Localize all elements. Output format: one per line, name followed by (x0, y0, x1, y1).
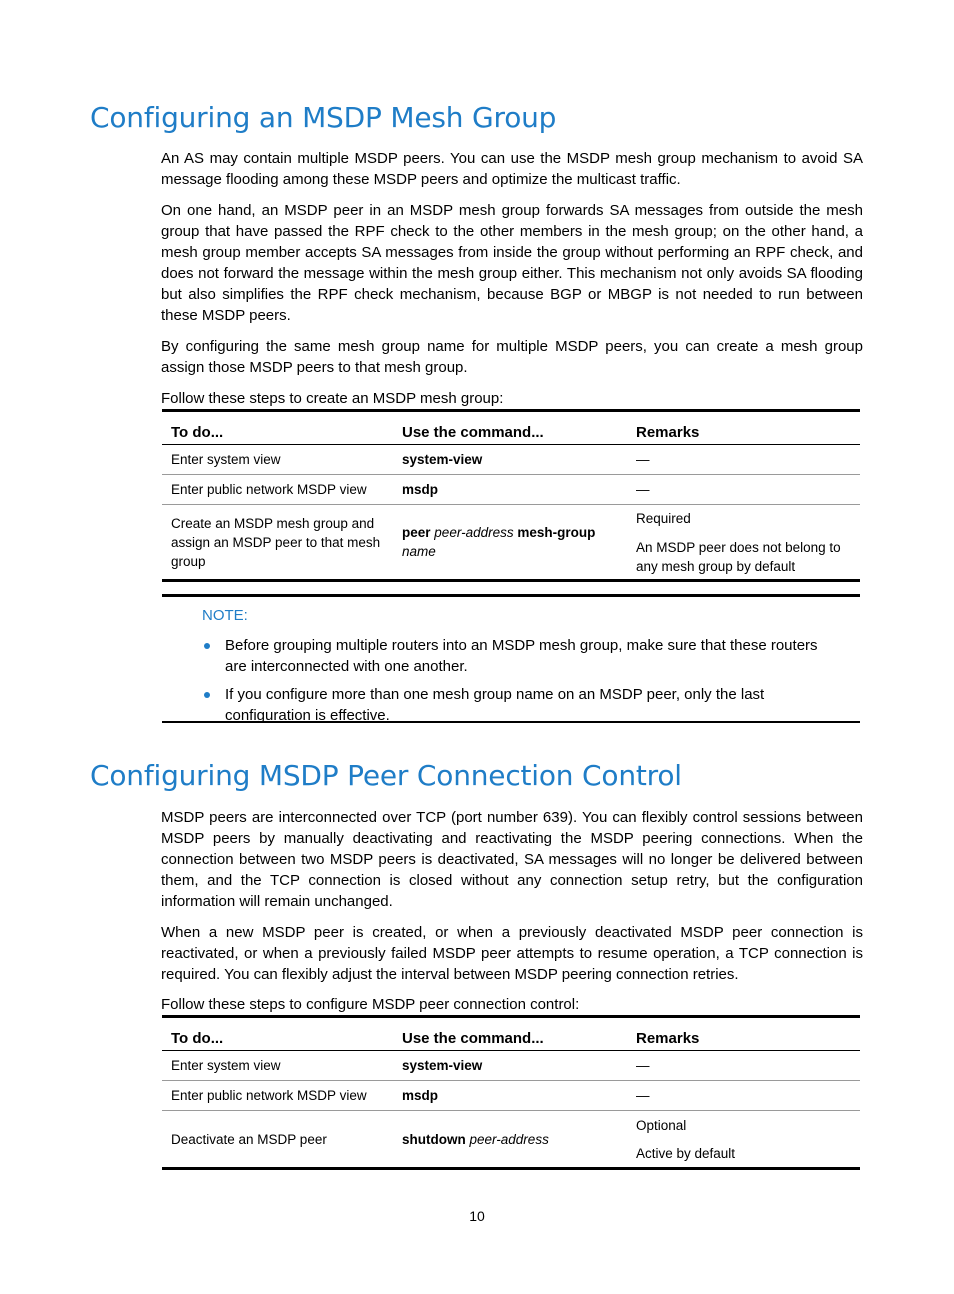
command-cell (393, 445, 627, 475)
note-item (202, 684, 842, 726)
remark-line: — (636, 1088, 650, 1103)
mesh-group-command-table (162, 409, 860, 582)
remark-line: — (636, 482, 650, 497)
paragraph: When a new MSDP peer is created, or when a previously deactivated MSDP peer connection is reactivated, or when a previously failed MSDP peer attempts to resume operation, a TCP connection is required. You can flexibly adjust the interval between MSDP peering connection retries. (161, 924, 863, 983)
table-row (162, 445, 860, 475)
table-row (162, 505, 860, 581)
todo-cell: Create an MSDP mesh group and assign an MSDP peer to that mesh group (171, 515, 381, 569)
column-header: Remarks (627, 411, 860, 445)
remark-line: Active by default (636, 1145, 736, 1161)
command-argument: name (402, 544, 436, 559)
command-argument: peer-address (434, 525, 514, 540)
remarks-cell (627, 1081, 860, 1111)
note-item (202, 635, 842, 677)
command-keyword: mesh-group (517, 525, 596, 540)
command-cell (393, 1051, 627, 1081)
page-number: 10 (469, 1208, 485, 1224)
paragraph: By configuring the same mesh group name for multiple MSDP peers, you can create a mesh group assign those MSDP peers to that mesh group. (161, 338, 863, 376)
command-cell (393, 505, 627, 581)
table-lead-text: Follow these steps to configure MSDP peer connection control: (161, 996, 580, 1013)
column-header: Use the command... (393, 411, 627, 445)
command-cell (393, 475, 627, 505)
section-title-mesh-group: Configuring an MSDP Mesh Group (90, 101, 557, 134)
bullet-icon (204, 643, 210, 649)
remarks-cell (627, 1111, 860, 1169)
paragraph: An AS may contain multiple MSDP peers. You can use the MSDP mesh group mechanism to avoid SA message flooding among these MSDP peers and optimize the multicast traffic. (161, 150, 863, 188)
table-header-row (162, 411, 860, 445)
remark-line: — (636, 1058, 650, 1073)
remark-line: Optional (636, 1117, 687, 1133)
paragraph: On one hand, an MSDP peer in an MSDP mesh group forwards SA messages from outside the mesh group that have passed the RPF check to the other members in the mesh group; on the other hand, a mesh group member accepts SA messages from inside the group without performing an RPF check, and does not forward the message within the mesh group either. This mechanism not only avoids SA flooding but also simplifies the RPF check mechanism, because BGP or MBGP is not needed to run between these MSDP peers. (161, 202, 863, 324)
table-row (162, 1051, 860, 1081)
command-keyword: msdp (402, 1088, 439, 1103)
table-row (162, 475, 860, 505)
command-argument: peer-address (469, 1131, 549, 1147)
note-text: If you configure more than one mesh group name on an MSDP peer, only the last configuration is effective. (225, 686, 765, 724)
command-keyword: msdp (402, 482, 439, 497)
column-header: To do... (162, 1017, 393, 1051)
remarks-cell (627, 1051, 860, 1081)
command-cell (393, 1081, 627, 1111)
remarks-cell (627, 475, 860, 505)
table-row (162, 1111, 860, 1169)
command-cell (393, 1111, 627, 1169)
column-header: Use the command... (393, 1017, 627, 1051)
column-header: To do... (162, 411, 393, 445)
column-header: Remarks (627, 1017, 860, 1051)
todo-cell: Deactivate an MSDP peer (171, 1131, 327, 1147)
table-row (162, 1081, 860, 1111)
remark-line: An MSDP peer does not belong to any mesh group by default (636, 539, 841, 574)
todo-cell: Enter system view (162, 445, 393, 475)
todo-cell: Enter public network MSDP view (162, 475, 393, 505)
section-title-peer-connection-control: Configuring MSDP Peer Connection Control (90, 759, 682, 792)
remarks-cell (627, 445, 860, 475)
note-title: NOTE: (202, 607, 248, 624)
command-keyword: system-view (402, 452, 483, 467)
remarks-cell (627, 505, 860, 581)
command-keyword: shutdown (402, 1131, 466, 1147)
todo-cell: Enter public network MSDP view (162, 1081, 393, 1111)
note-box (162, 594, 860, 723)
command-keyword: peer (402, 525, 431, 540)
table-header-row (162, 1017, 860, 1051)
note-list (202, 635, 842, 733)
peer-connection-command-table (162, 1015, 860, 1170)
note-text: Before grouping multiple routers into an MSDP mesh group, make sure that these routers are interconnected with one another. (225, 637, 818, 675)
paragraph: MSDP peers are interconnected over TCP (port number 639). You can flexibly control sessions between MSDP peers by manually deactivating and reactivating the MSDP peering connections. When the connection between two MSDP peers is deactivated, SA messages will no longer be delivered between them, and the TCP connection is closed without any connection setup retry, but the configuration information will remain unchanged. (161, 809, 863, 910)
table-lead-text: Follow these steps to create an MSDP mesh group: (161, 390, 504, 407)
bullet-icon (204, 692, 210, 698)
remark-line: Required (636, 510, 691, 526)
remark-line: — (636, 452, 650, 467)
todo-cell: Enter system view (162, 1051, 393, 1081)
command-keyword: system-view (402, 1058, 483, 1073)
